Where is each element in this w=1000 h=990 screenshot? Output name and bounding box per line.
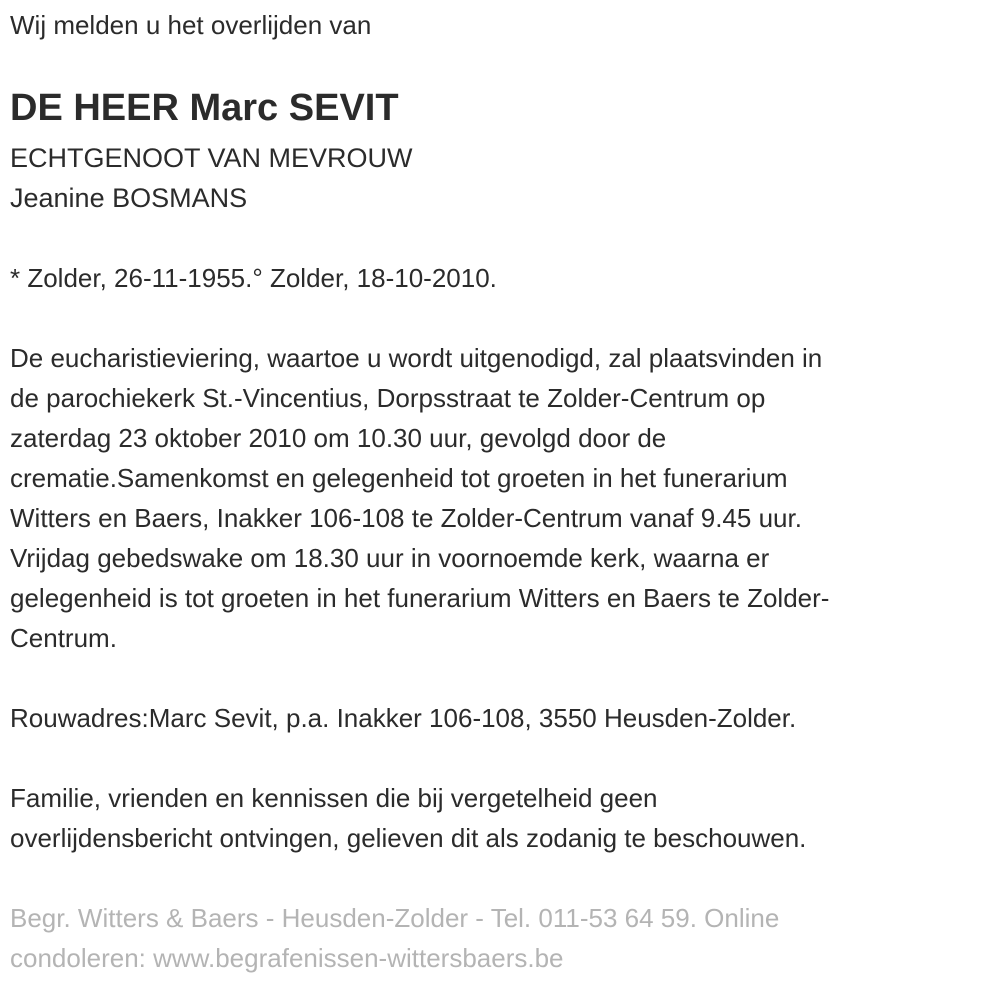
deceased-name: DE HEER Marc SEVIT <box>10 87 399 129</box>
service-line: de parochiekerk St.-Vincentius, Dorpsstraat te Zolder-Centrum op <box>10 383 766 413</box>
service-line: zaterdag 23 oktober 2010 om 10.30 uur, gevolgd door de <box>10 423 667 453</box>
spouse-name: Jeanine BOSMANS <box>10 183 248 213</box>
service-details-paragraph <box>10 338 990 658</box>
birth-death-line: * Zolder, 26-11-1955.° Zolder, 18-10-2010. <box>10 263 497 293</box>
service-line: Centrum. <box>10 623 117 653</box>
service-line: Witters en Baers, Inakker 106-108 te Zolder-Centrum vanaf 9.45 uur. <box>10 503 802 533</box>
service-line: Vrijdag gebedswake om 18.30 uur in voornoemde kerk, waarna er <box>10 543 770 573</box>
mourning-address: Rouwadres:Marc Sevit, p.a. Inakker 106-108, 3550 Heusden-Zolder. <box>10 703 797 733</box>
notice-paragraph <box>10 778 990 858</box>
footer-line: condoleren: www.begrafenissen-wittersbaers.be <box>10 943 564 973</box>
intro-line: Wij melden u het overlijden van <box>10 10 372 40</box>
service-line: gelegenheid is tot groeten in het funerarium Witters en Baers te Zolder- <box>10 583 830 613</box>
service-line: crematie.Samenkomst en gelegenheid tot groeten in het funerarium <box>10 463 788 493</box>
notice-line: overlijdensbericht ontvingen, gelieven dit als zodanig te beschouwen. <box>10 823 807 853</box>
relation-line: ECHTGENOOT VAN MEVROUW <box>10 143 413 173</box>
service-line: De eucharistieviering, waartoe u wordt uitgenodigd, zal plaatsvinden in <box>10 343 823 373</box>
footer-line: Begr. Witters & Baers - Heusden-Zolder - Tel. 011-53 64 59. Online <box>10 903 780 933</box>
funeral-home-footer <box>10 898 990 978</box>
notice-line: Familie, vrienden en kennissen die bij vergetelheid geen <box>10 783 658 813</box>
